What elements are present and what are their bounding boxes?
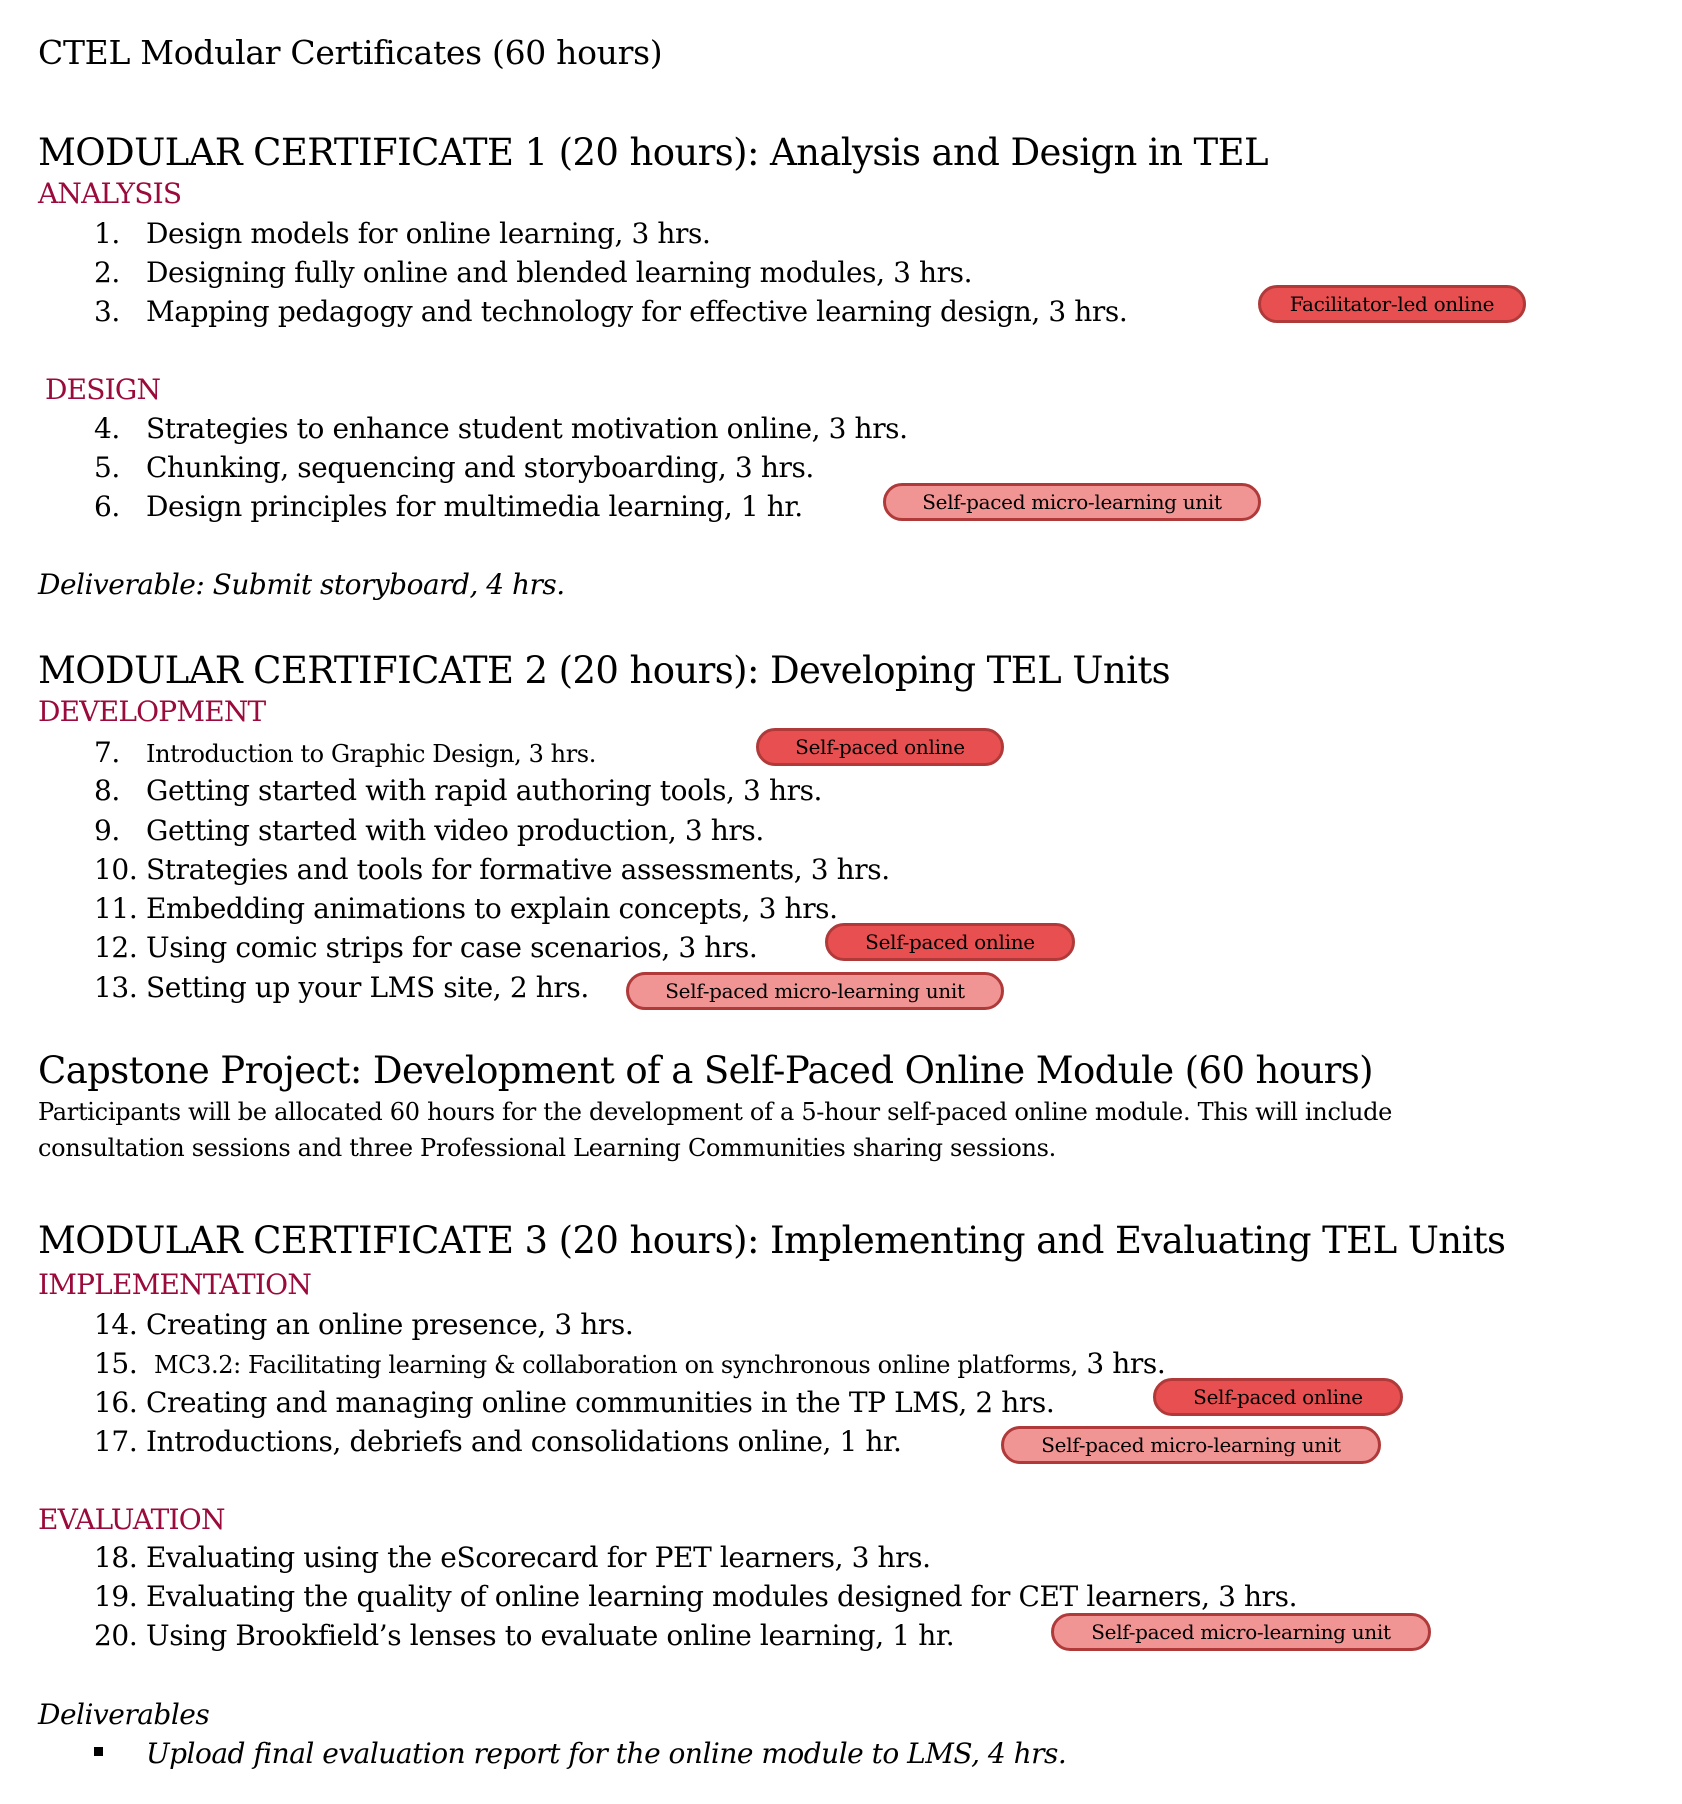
item-text: Strategies to enhance student motivation online, 3 hrs. (146, 412, 908, 445)
item-text: Evaluating the quality of online learning modules designed for CET learners, 3 hrs. (146, 1580, 1298, 1613)
section-development-label: DEVELOPMENT (38, 695, 266, 728)
item-number: 15. (94, 1347, 138, 1380)
item-number: 7. (94, 736, 120, 769)
list-item-7 (94, 736, 596, 769)
item-number: 2. (94, 256, 120, 289)
list-item-20 (94, 1619, 955, 1652)
capstone-description-line-2: consultation sessions and three Professional Learning Communities sharing sessions. (38, 1134, 1056, 1162)
list-item-2 (94, 256, 973, 289)
item-text: Creating and managing online communities in the TP LMS, 2 hrs. (146, 1386, 1055, 1419)
item-text: Designing fully online and blended learning modules, 3 hrs. (146, 256, 973, 289)
list-item-15 (94, 1347, 1166, 1380)
item-number: 20. (94, 1619, 138, 1652)
item-number: 1. (94, 217, 120, 250)
item-text: Using Brookfield’s lenses to evaluate online learning, 1 hr. (146, 1619, 955, 1652)
mc2-heading: MODULAR CERTIFICATE 2 (20 hours): Developing TEL Units (38, 649, 1170, 692)
badge-self-paced-micro-learning-unit: Self-paced micro-learning unit (626, 972, 1004, 1010)
list-item-19 (94, 1580, 1298, 1613)
item-number: 5. (94, 451, 120, 484)
document-title: CTEL Modular Certificates (60 hours) (38, 33, 663, 72)
item-text: Using comic strips for case scenarios, 3 hrs. (146, 931, 758, 964)
list-item-9 (94, 814, 764, 847)
list-item-4 (94, 412, 908, 445)
list-item-6 (94, 490, 803, 523)
item-text: Evaluating using the eScorecard for PET learners, 3 hrs. (146, 1541, 931, 1574)
item-text-small: MC3.2: Facilitating learning & collaboration on synchronous online platforms, (154, 1351, 1078, 1379)
deliverable-bullet-item (94, 1737, 1067, 1770)
list-item-1 (94, 217, 711, 250)
item-text: Creating an online presence, 3 hrs. (146, 1308, 634, 1341)
item-text: Design models for online learning, 3 hrs. (146, 217, 711, 250)
item-number: 19. (94, 1580, 138, 1613)
badge-self-paced-micro-learning-unit: Self-paced micro-learning unit (883, 483, 1261, 521)
section-analysis-label: ANALYSIS (38, 177, 182, 210)
badge-facilitator-led-online: Facilitator-led online (1258, 285, 1526, 323)
badge-self-paced-micro-learning-unit: Self-paced micro-learning unit (1051, 1613, 1431, 1651)
list-item-16 (94, 1386, 1055, 1419)
item-number: 13. (94, 971, 138, 1004)
section-implementation-label: IMPLEMENTATION (38, 1268, 312, 1301)
section-design-label: DESIGN (45, 373, 161, 406)
badge-self-paced-online: Self-paced online (756, 728, 1004, 766)
item-text: Introductions, debriefs and consolidations online, 1 hr. (146, 1425, 902, 1458)
item-number: 14. (94, 1308, 138, 1341)
capstone-heading: Capstone Project: Development of a Self-Paced Online Module (60 hours) (38, 1049, 1373, 1092)
item-text: Getting started with rapid authoring tools, 3 hrs. (146, 774, 823, 807)
item-number: 9. (94, 814, 120, 847)
list-item-3 (94, 295, 1128, 328)
item-text: Chunking, sequencing and storyboarding, 3 hrs. (146, 451, 814, 484)
item-number: 18. (94, 1541, 138, 1574)
item-text: Introduction to Graphic Design, 3 hrs. (146, 740, 596, 768)
item-number: 12. (94, 931, 138, 964)
item-text: Design principles for multimedia learning, 1 hr. (146, 490, 803, 523)
item-text: Setting up your LMS site, 2 hrs. (146, 971, 589, 1004)
item-number: 6. (94, 490, 120, 523)
item-text: Strategies and tools for formative assessments, 3 hrs. (146, 853, 890, 886)
list-item-17 (94, 1425, 902, 1458)
badge-self-paced-online: Self-paced online (825, 923, 1075, 961)
mc3-heading: MODULAR CERTIFICATE 3 (20 hours): Implementing and Evaluating TEL Units (38, 1219, 1506, 1262)
mc1-heading: MODULAR CERTIFICATE 1 (20 hours): Analysis and Design in TEL (38, 131, 1268, 174)
list-item-8 (94, 774, 823, 807)
badge-self-paced-micro-learning-unit: Self-paced micro-learning unit (1001, 1426, 1381, 1464)
list-item-5 (94, 451, 814, 484)
section-evaluation-label: EVALUATION (38, 1503, 225, 1536)
item-number: 11. (94, 892, 138, 925)
item-number: 4. (94, 412, 120, 445)
capstone-description-line-1: Participants will be allocated 60 hours for the development of a 5-hour self-paced online module. This will include (38, 1098, 1393, 1126)
square-bullet-icon (94, 1747, 103, 1756)
list-item-14 (94, 1308, 634, 1341)
mc1-deliverable: Deliverable: Submit storyboard, 4 hrs. (38, 568, 565, 601)
item-number: 10. (94, 853, 138, 886)
list-item-11 (94, 892, 838, 925)
item-text: 3 hrs. (1077, 1347, 1166, 1380)
badge-self-paced-online: Self-paced online (1153, 1378, 1403, 1416)
item-number: 3. (94, 295, 120, 328)
item-text: Embedding animations to explain concepts, 3 hrs. (146, 892, 838, 925)
item-number: 17. (94, 1425, 138, 1458)
mc3-deliverables-label: Deliverables (38, 1698, 210, 1731)
list-item-18 (94, 1541, 931, 1574)
list-item-12 (94, 931, 758, 964)
item-text: Getting started with video production, 3 hrs. (146, 814, 764, 847)
item-text: Mapping pedagogy and technology for effective learning design, 3 hrs. (146, 295, 1128, 328)
item-number: 8. (94, 774, 120, 807)
list-item-13 (94, 971, 589, 1004)
item-number: 16. (94, 1386, 138, 1419)
list-item-10 (94, 853, 890, 886)
deliverable-text: Upload final evaluation report for the online module to LMS, 4 hrs. (146, 1737, 1067, 1770)
